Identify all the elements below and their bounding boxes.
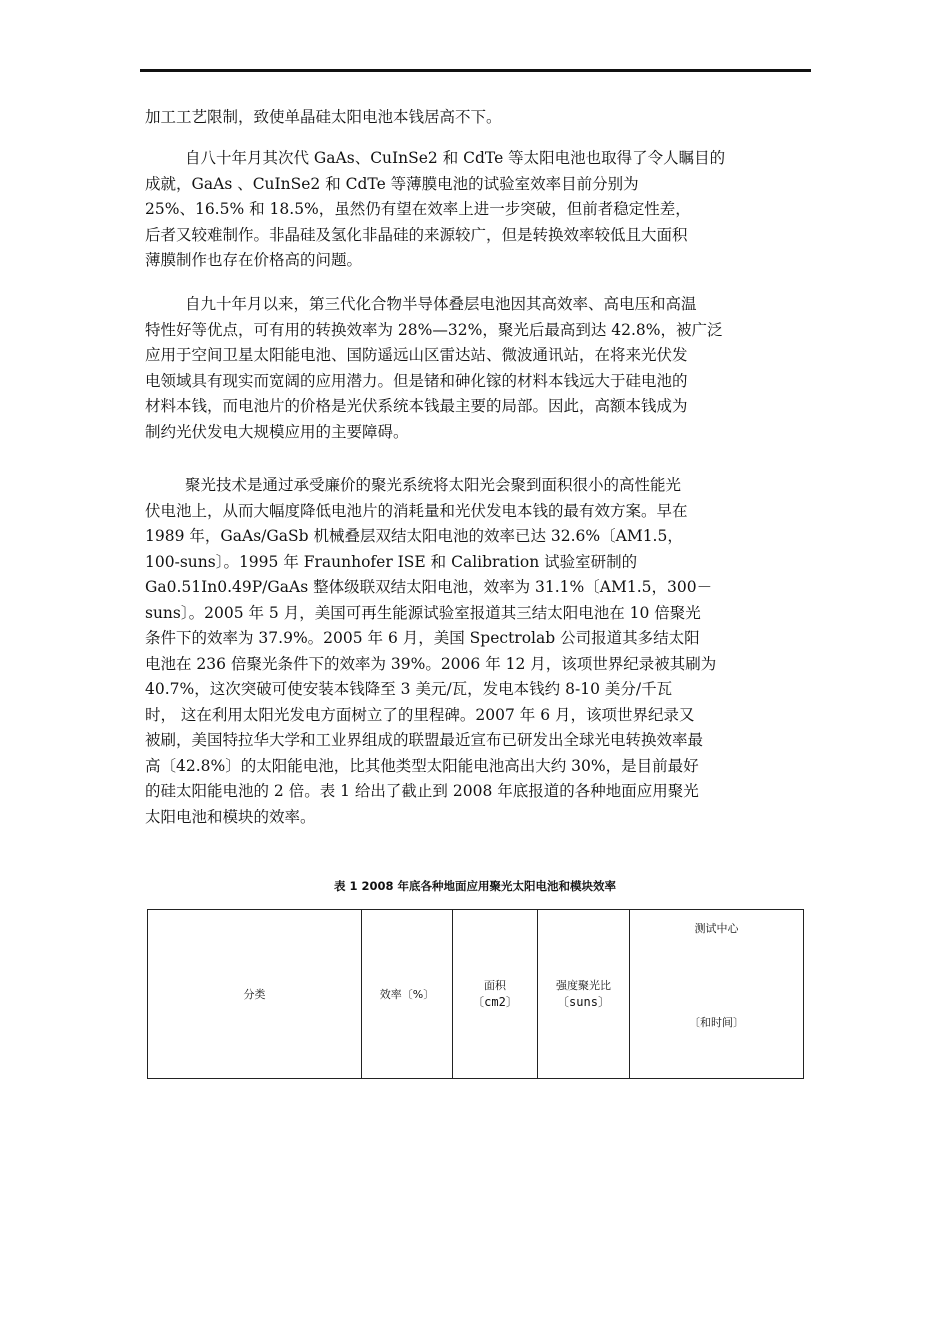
text-line: 伏电池上，从而大幅度降低电池片的消耗量和光伏发电本钱的最有效方案。早在	[145, 501, 688, 520]
efficiency-table	[147, 909, 804, 1079]
header-test-center-date: 〔和时间〕	[689, 1016, 744, 1029]
header-area-label: 面积	[484, 979, 506, 992]
text-line: 自八十年月其次代 GaAs、CuInSe2 和 CdTe 等太阳电池也取得了令人瞩目的	[185, 149, 726, 167]
header-concentration	[538, 910, 630, 1079]
text-line: 100-suns〕。1995 年 Fraunhofer ISE 和 Calibration 试验室研制的	[145, 552, 638, 571]
header-category	[148, 910, 362, 1079]
text-line: Ga0.51In0.49P/GaAs 整体级联双结太阳电池，效率为 31.1%〔AM1.5，300－	[145, 578, 713, 596]
header-efficiency	[362, 910, 453, 1079]
text-line: 后者又较难制作。非晶硅及氢化非晶硅的来源较广，但是转换效率较低且大面积	[145, 225, 688, 244]
header-concentration-label: 强度聚光比	[556, 979, 611, 992]
text-line: 被刷，美国特拉华大学和工业界组成的联盟最近宣布已研发出全球光电转换效率最	[145, 731, 704, 749]
header-rule	[140, 69, 811, 72]
text-line: 电池在 236 倍聚光条件下的效率为 39%。2006 年 12 月，该项世界纪录被其刷为	[145, 654, 717, 673]
text-line: 条件下的效率为 37.9%。2005 年 6 月，美国 Spectrolab 公司报道其多结太阳	[145, 629, 700, 647]
text-line: 聚光技术是通过承受廉价的聚光系统将太阳光会聚到面积很小的高性能光	[185, 476, 682, 494]
text-line: 成就，GaAs 、CuInSe2 和 CdTe 等薄膜电池的试验室效率目前分别为	[145, 174, 639, 193]
text-line: 高〔42.8%〕的太阳能电池，比其他类型太阳能电池高出大约 30%，是目前最好	[145, 756, 699, 775]
text-line: 材料本钱，而电池片的价格是光伏系统本钱最主要的局部。因此，高额本钱成为	[145, 397, 688, 415]
table-header-row	[148, 910, 804, 1079]
text-line: 25%、16.5% 和 18.5%，虽然仍有望在效率上进一步突破，但前者稳定性差，	[145, 200, 691, 218]
text-line: 电领域具有现实而宽阔的应用潜力。但是锗和砷化镓的材料本钱远大于硅电池的	[145, 371, 688, 390]
header-efficiency-label: 效率〔%〕	[379, 988, 435, 1001]
text-line: 自九十年月以来，第三代化合物半导体叠层电池因其高效率、高电压和高温	[185, 295, 697, 313]
paragraph-third-generation	[145, 292, 811, 445]
header-area-unit: 〔cm2〕	[472, 995, 518, 1009]
paragraph-concentrator-technology	[145, 473, 811, 830]
text-line: 时， 这在利用太阳光发电方面树立了的里程碑。2007 年 6 月，该项世界纪录又	[145, 705, 695, 724]
text-line: 的硅太阳能电池的 2 倍。表 1 给出了截止到 2008 年底报道的各种地面应用聚光	[145, 782, 699, 800]
header-concentration-unit: 〔suns〕	[557, 995, 610, 1009]
paragraph-second-generation	[145, 146, 811, 274]
paragraph-continuation	[145, 105, 811, 131]
text-line: 1989 年，GaAs/GaSb 机械叠层双结太阳电池的效率已达 32.6%〔AM1.5，	[145, 527, 683, 545]
text-line: 特性好等优点，可有用的转换效率为 28%—32%，聚光后最高到达 42.8%，被广泛	[145, 320, 723, 339]
text-line: 应用于空间卫星太阳能电池、国防遥远山区雷达站、微波通讯站，在将来光伏发	[145, 346, 688, 364]
header-test-center	[630, 910, 804, 1079]
table-caption: 表 1 2008 年底各种地面应用聚光太阳电池和模块效率	[333, 879, 617, 893]
header-area	[453, 910, 538, 1079]
text-line: suns〕。2005 年 5 月，美国可再生能源试验室报道其三结太阳电池在 10 倍聚光	[145, 603, 701, 622]
header-test-center-label: 测试中心	[694, 922, 739, 935]
text-line: 制约光伏发电大规模应用的主要障碍。	[145, 422, 409, 441]
text-line: 太阳电池和模块的效率。	[145, 807, 316, 826]
text-line: 40.7%，这次突破可使安装本钱降至 3 美元/瓦，发电本钱约 8-10 美分/千瓦	[145, 680, 673, 698]
header-category-label: 分类	[243, 988, 266, 1001]
text-line: 薄膜制作也存在价格高的问题。	[145, 251, 363, 269]
text-line: 加工工艺限制，致使单晶硅太阳电池本钱居高不下。	[145, 108, 502, 126]
